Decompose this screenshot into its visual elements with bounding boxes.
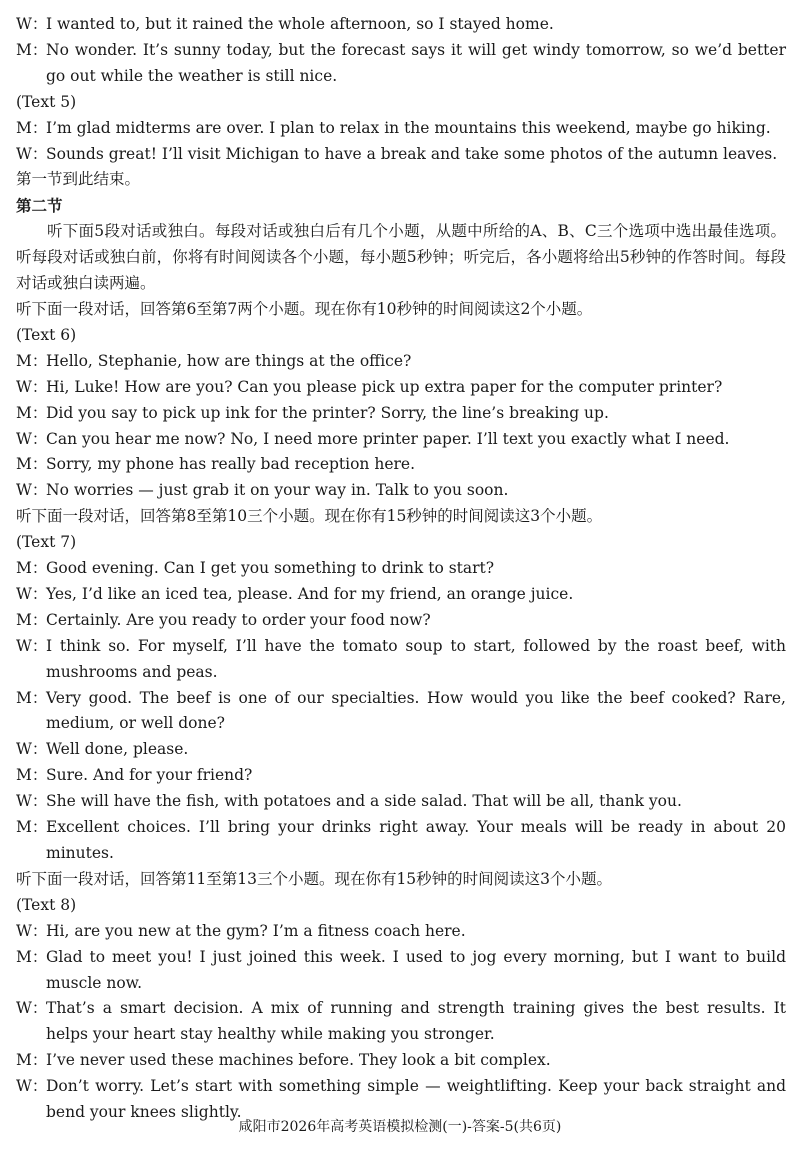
instruction-line: 听下面一段对话，回答第11至第13三个小题。现在你有15秒钟的时间阅读这3个小题。 <box>16 869 613 888</box>
dialogue-text: Hi, are you new at the gym? I’m a fitness coach here. <box>46 921 466 940</box>
speaker-label: M： <box>16 766 48 785</box>
dialogue-text: Well done, please. <box>46 740 189 759</box>
dialogue-line <box>16 634 786 686</box>
dialogue-line <box>16 116 786 142</box>
dialogue-text: Can you hear me now? No, I need more printer paper. I’ll text you exactly what I need. <box>46 429 730 448</box>
dialogue-text: Very good. The beef is one of our specialties. How would you like the beef cooked? Rare, medium, or well done? <box>46 688 786 733</box>
instruction-line: 听下面一段对话，回答第8至第10三个小题。现在你有15秒钟的时间阅读这3个小题。 <box>16 507 603 526</box>
speaker-label: W： <box>16 636 48 655</box>
text-label: (Text 8) <box>16 895 77 914</box>
dialogue-line <box>16 401 786 427</box>
dialogue-text: I’ve never used these machines before. They look a bit complex. <box>46 1051 551 1070</box>
dialogue-line <box>16 375 786 401</box>
speaker-label: W： <box>16 792 48 811</box>
dialogue-text: Certainly. Are you ready to order your food now? <box>46 610 431 629</box>
speaker-label: W： <box>16 921 48 940</box>
dialogue-text: Excellent choices. I’ll bring your drinks right away. Your meals will be ready in about 20 minutes. <box>46 818 786 862</box>
text-label: (Text 5) <box>16 92 77 111</box>
dialogue-text: I think so. For myself, I’ll have the tomato soup to start, followed by the roast beef, with mushrooms and peas. <box>46 636 786 681</box>
dialogue-line <box>16 427 786 453</box>
dialogue-line <box>16 582 786 608</box>
dialogue-line <box>16 996 786 1048</box>
instruction-line: 听下面一段对话，回答第6至第7两个小题。现在你有10秒钟的时间阅读这2个小题。 <box>16 299 593 318</box>
speaker-label: W： <box>16 740 48 759</box>
speaker-label: M： <box>16 40 48 59</box>
dialogue-text: No worries — just grab it on your way in. Talk to you soon. <box>46 481 509 500</box>
dialogue-line <box>16 1048 786 1074</box>
transcript-body <box>16 12 786 1126</box>
dialogue-text: She will have the fish, with potatoes and a side salad. That will be all, thank you. <box>46 792 682 811</box>
dialogue-line <box>16 38 786 90</box>
dialogue-text: Don’t worry. Let’s start with something simple — weightlifting. Keep your back straight and bend your knees slightly. <box>46 1077 786 1122</box>
speaker-label: M： <box>16 1051 48 1070</box>
dialogue-line <box>16 789 786 815</box>
speaker-label: W： <box>16 1077 48 1096</box>
dialogue-line <box>16 556 786 582</box>
instruction-line: 第一节到此结束。 <box>16 170 141 189</box>
speaker-label: M： <box>16 351 48 370</box>
speaker-label: W： <box>16 584 48 603</box>
text-label: (Text 7) <box>16 533 77 552</box>
speaker-label: M： <box>16 455 48 474</box>
dialogue-line <box>16 12 786 38</box>
dialogue-text: Hi, Luke! How are you? Can you please pick up extra paper for the computer printer? <box>46 377 723 396</box>
speaker-label: W： <box>16 999 48 1018</box>
dialogue-line <box>16 945 786 997</box>
speaker-label: M： <box>16 688 48 707</box>
dialogue-text: Sounds great! I’ll visit Michigan to have a break and take some photos of the autumn leaves. <box>46 144 778 163</box>
speaker-label: M： <box>16 818 48 837</box>
page-footer: 咸阳市2026年高考英语模拟检测(一)-答案-5(共6页) <box>238 1119 562 1135</box>
instruction-paragraph: 听下面5段对话或独白。每段对话或独白后有几个小题，从题中所给的A、B、C三个选项中选出最佳选项。听每段对话或独白前，你将有时间阅读各个小题，每小题5秒钟；听完后，各小题将给出5秒钟的作答时间。每段对话或独白读两遍。 <box>16 222 786 293</box>
dialogue-line <box>16 142 786 168</box>
dialogue-text: Sorry, my phone has really bad reception here. <box>46 455 416 474</box>
speaker-label: W： <box>16 377 48 396</box>
dialogue-text: That’s a smart decision. A mix of running and strength training gives the best results. It helps your heart stay healthy while making you stronger. <box>46 999 786 1044</box>
dialogue-text: I wanted to, but it rained the whole afternoon, so I stayed home. <box>46 15 554 33</box>
dialogue-line <box>16 763 786 789</box>
speaker-label: M： <box>16 118 48 137</box>
dialogue-line <box>16 349 786 375</box>
dialogue-line <box>16 608 786 634</box>
speaker-label: W： <box>16 429 48 448</box>
speaker-label: M： <box>16 947 48 966</box>
speaker-label: W： <box>16 144 48 163</box>
dialogue-line <box>16 686 786 738</box>
speaker-label: M： <box>16 559 48 578</box>
speaker-label: M： <box>16 403 48 422</box>
dialogue-line <box>16 737 786 763</box>
dialogue-text: Good evening. Can I get you something to drink to start? <box>46 559 495 578</box>
dialogue-text: Sure. And for your friend? <box>46 766 253 785</box>
dialogue-line <box>16 452 786 478</box>
section-heading: 第二节 <box>16 196 63 216</box>
speaker-label: M： <box>16 610 48 629</box>
dialogue-text: Hello, Stephanie, how are things at the office? <box>46 351 412 370</box>
dialogue-line <box>16 815 786 867</box>
text-label: (Text 6) <box>16 325 77 344</box>
speaker-label: W： <box>16 481 48 500</box>
dialogue-line <box>16 919 786 945</box>
dialogue-text: Yes, I’d like an iced tea, please. And for my friend, an orange juice. <box>46 584 574 603</box>
speaker-label: W： <box>16 15 48 33</box>
dialogue-text: Glad to meet you! I just joined this week. I used to jog every morning, but I want to build muscle now. <box>46 947 786 992</box>
dialogue-line <box>16 478 786 504</box>
dialogue-text: No wonder. It’s sunny today, but the forecast says it will get windy tomorrow, so we’d better go out while the weather is still nice. <box>46 40 786 85</box>
dialogue-text: Did you say to pick up ink for the printer? Sorry, the line’s breaking up. <box>46 403 609 422</box>
dialogue-text: I’m glad midterms are over. I plan to relax in the mountains this weekend, maybe go hiking. <box>46 118 771 137</box>
